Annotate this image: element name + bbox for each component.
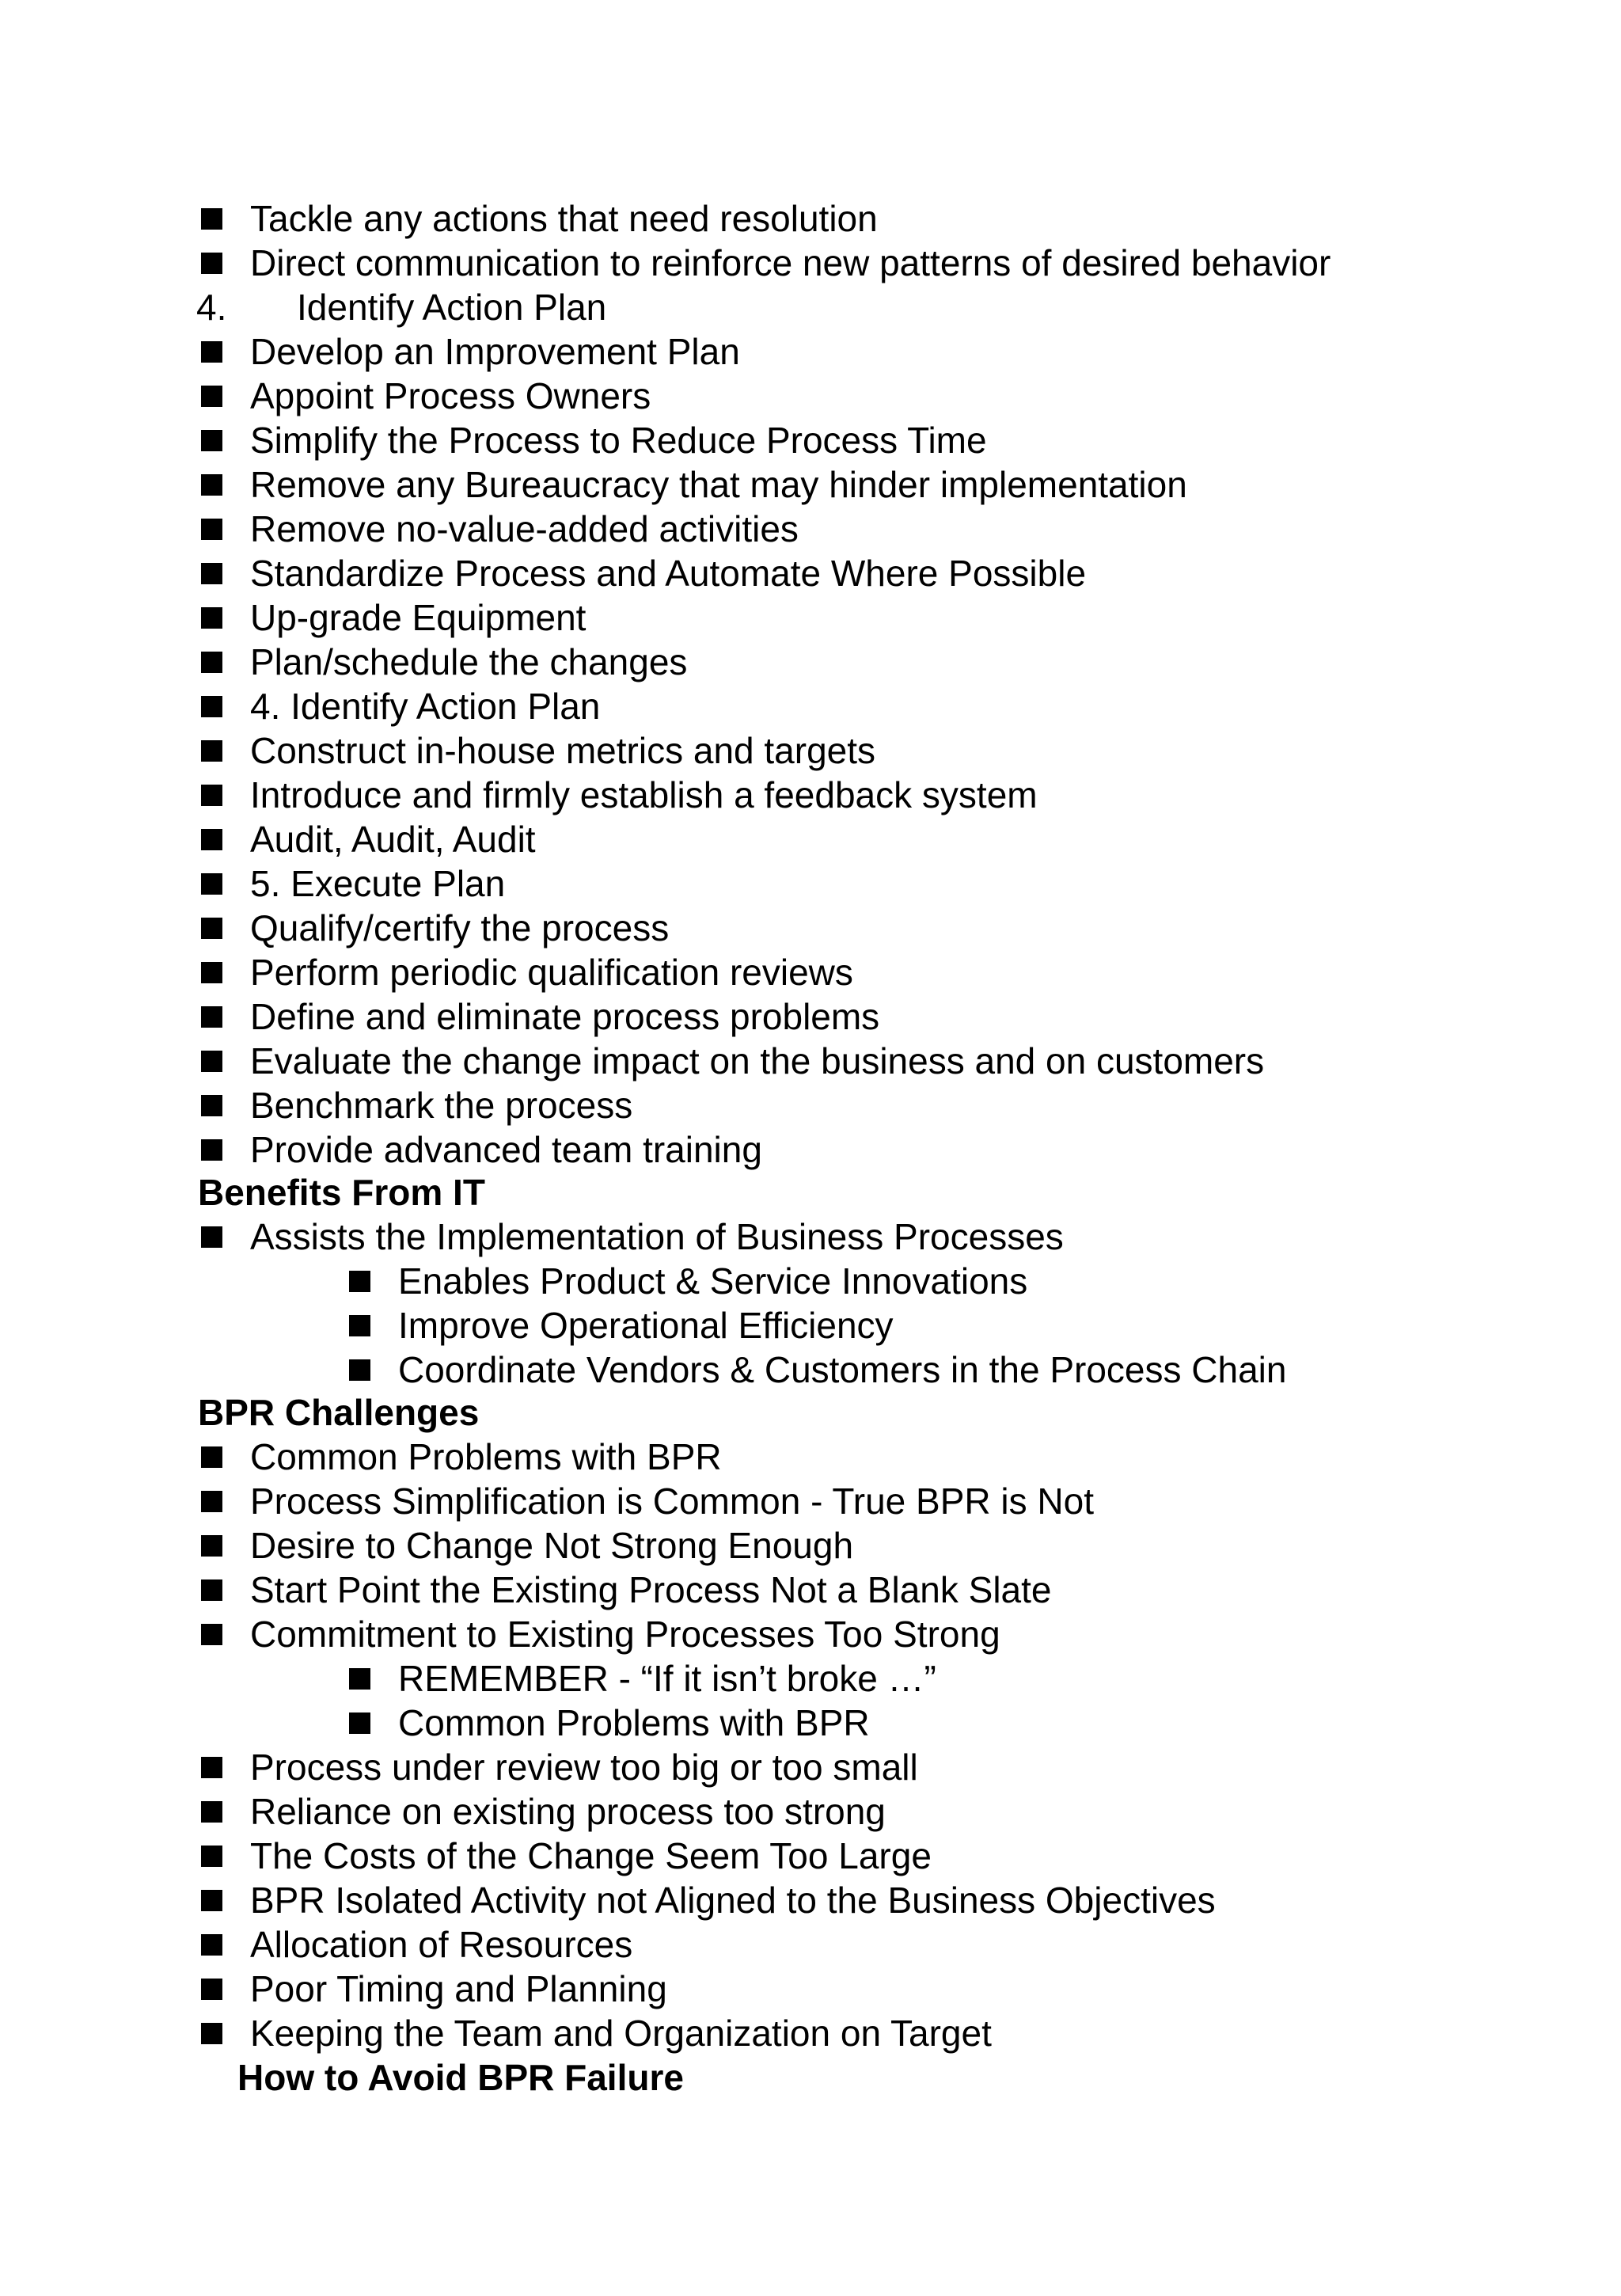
list-item (0, 551, 1086, 595)
sub-list-item (0, 1348, 1286, 1392)
list-item (0, 1568, 1052, 1612)
square-bullet-icon (201, 1579, 222, 1601)
square-bullet-icon (201, 1624, 222, 1645)
list-item (0, 1834, 932, 1878)
square-bullet-icon (201, 1757, 222, 1778)
list-item-text: Introduce and firmly establish a feedback system (250, 774, 1038, 815)
list-item-text: Simplify the Process to Reduce Process Time (250, 420, 987, 461)
list-item-text: Commitment to Existing Processes Too Strong (250, 1614, 1000, 1655)
list-item (0, 329, 740, 374)
list-item-text: The Costs of the Change Seem Too Large (250, 1835, 932, 1876)
list-item (0, 1479, 1094, 1523)
list-item (0, 1039, 1264, 1083)
list-item (0, 241, 1331, 285)
list-item-text: Qualify/certify the process (250, 907, 670, 948)
list-item (0, 1612, 1000, 1656)
section-heading (198, 1390, 479, 1435)
list-item-text: Plan/schedule the changes (250, 641, 688, 682)
list-item (0, 817, 536, 861)
list-item-text: Perform periodic qualification reviews (250, 952, 853, 993)
list-item (0, 462, 1187, 507)
list-item-text: BPR Isolated Activity not Aligned to the Business Objectives (250, 1880, 1216, 1921)
square-bullet-icon (201, 386, 222, 407)
list-item-text: Common Problems with BPR (250, 1436, 722, 1477)
square-bullet-icon (201, 519, 222, 540)
list-item (0, 1878, 1216, 1922)
list-item-text: Improve Operational Efficiency (398, 1305, 894, 1346)
list-item (0, 1435, 722, 1479)
square-bullet-icon (201, 873, 222, 895)
list-item-text: Start Point the Existing Process Not a Blank Slate (250, 1569, 1052, 1610)
square-bullet-icon (201, 1446, 222, 1468)
square-bullet-icon (201, 1491, 222, 1512)
square-bullet-icon (201, 1846, 222, 1867)
sub-list-item (0, 1303, 894, 1348)
list-item-text: Process Simplification is Common - True BPR is Not (250, 1481, 1094, 1522)
list-item (0, 1967, 667, 2011)
square-bullet-icon (201, 829, 222, 850)
square-bullet-icon (201, 1095, 222, 1116)
list-item (0, 1922, 632, 1967)
list-item-text: REMEMBER - “If it isn’t broke …” (398, 1658, 936, 1699)
list-item (0, 861, 505, 906)
list-item (0, 196, 878, 241)
square-bullet-icon (201, 696, 222, 717)
square-bullet-icon (201, 563, 222, 584)
square-bullet-icon (201, 1979, 222, 2000)
list-item-text: Remove no-value-added activities (250, 508, 799, 549)
square-bullet-icon (201, 918, 222, 939)
list-item-text: Develop an Improvement Plan (250, 331, 740, 372)
list-item (0, 1523, 853, 1568)
list-item-text: Audit, Audit, Audit (250, 819, 536, 860)
square-bullet-icon (201, 1801, 222, 1823)
square-bullet-icon (201, 785, 222, 806)
list-item-text: Allocation of Resources (250, 1924, 633, 1965)
list-item-text: Coordinate Vendors & Customers in the Process Chain (398, 1349, 1287, 1390)
list-item-text: Provide advanced team training (250, 1129, 762, 1170)
sub-list-item (0, 1259, 1027, 1303)
square-bullet-icon (201, 652, 222, 673)
list-item-text: Process under review too big or too small (250, 1747, 918, 1788)
list-item (0, 374, 651, 418)
list-item-text: Direct communication to reinforce new patterns of desired behavior (250, 242, 1331, 283)
list-item-text: Define and eliminate process problems (250, 996, 880, 1037)
list-item-text: Standardize Process and Automate Where Possible (250, 553, 1087, 594)
list-item (0, 906, 669, 950)
list-item-text: Construct in-house metrics and targets (250, 730, 876, 771)
list-item-text: Keeping the Team and Organization on Target (250, 2013, 992, 2054)
square-bullet-icon (201, 253, 222, 274)
list-item (0, 950, 853, 994)
list-item-text: Reliance on existing process too strong (250, 1791, 886, 1832)
square-bullet-icon (201, 474, 222, 496)
list-item (0, 2011, 992, 2055)
square-bullet-icon (201, 1051, 222, 1072)
list-item (0, 1215, 1064, 1259)
list-item-text: Desire to Change Not Strong Enough (250, 1525, 854, 1566)
square-bullet-icon (201, 2023, 222, 2044)
list-item-text: Tackle any actions that need resolution (250, 198, 878, 239)
list-item-text: Enables Product & Service Innovations (398, 1260, 1028, 1302)
item-number: 4. (196, 287, 227, 328)
sub-list-item (0, 1701, 870, 1745)
heading-text: Benefits From IT (198, 1172, 485, 1213)
square-bullet-icon (349, 1712, 370, 1734)
square-bullet-icon (201, 1139, 222, 1161)
square-bullet-icon (201, 740, 222, 762)
list-item-text: Up-grade Equipment (250, 597, 587, 638)
heading-text: How to Avoid BPR Failure (237, 2057, 684, 2098)
list-item-text: Identify Action Plan (297, 287, 607, 328)
list-item (0, 728, 875, 773)
sub-list-item (0, 1656, 936, 1701)
list-item (0, 1127, 762, 1172)
square-bullet-icon (349, 1315, 370, 1336)
list-item (0, 684, 600, 728)
numbered-item (196, 285, 606, 329)
square-bullet-icon (349, 1271, 370, 1292)
square-bullet-icon (201, 430, 222, 451)
square-bullet-icon (201, 1890, 222, 1911)
list-item (0, 1789, 886, 1834)
list-item-text: Poor Timing and Planning (250, 1968, 667, 2009)
list-item-text: Benchmark the process (250, 1085, 633, 1126)
section-heading (237, 2055, 684, 2100)
list-item-text: Common Problems with BPR (398, 1702, 870, 1743)
list-item (0, 773, 1038, 817)
list-item (0, 640, 687, 684)
list-item-text: Assists the Implementation of Business Processes (250, 1216, 1064, 1257)
square-bullet-icon (349, 1668, 370, 1690)
square-bullet-icon (201, 962, 222, 983)
square-bullet-icon (349, 1359, 370, 1381)
list-item (0, 994, 879, 1039)
list-item-text: 5. Execute Plan (250, 863, 506, 904)
list-item-text: Evaluate the change impact on the business and on customers (250, 1040, 1265, 1081)
list-item-text: 4. Identify Action Plan (250, 686, 601, 727)
heading-text: BPR Challenges (198, 1392, 480, 1433)
square-bullet-icon (201, 1535, 222, 1557)
list-item-text: Appoint Process Owners (250, 375, 651, 416)
square-bullet-icon (201, 1226, 222, 1248)
square-bullet-icon (201, 1934, 222, 1956)
list-item (0, 1083, 632, 1127)
section-heading (198, 1170, 485, 1215)
list-item (0, 595, 586, 640)
list-item-text: Remove any Bureaucracy that may hinder implementation (250, 464, 1187, 505)
square-bullet-icon (201, 607, 222, 629)
square-bullet-icon (201, 341, 222, 363)
list-item (0, 418, 987, 462)
square-bullet-icon (201, 208, 222, 230)
square-bullet-icon (201, 1006, 222, 1028)
list-item (0, 507, 799, 551)
list-item (0, 1745, 918, 1789)
